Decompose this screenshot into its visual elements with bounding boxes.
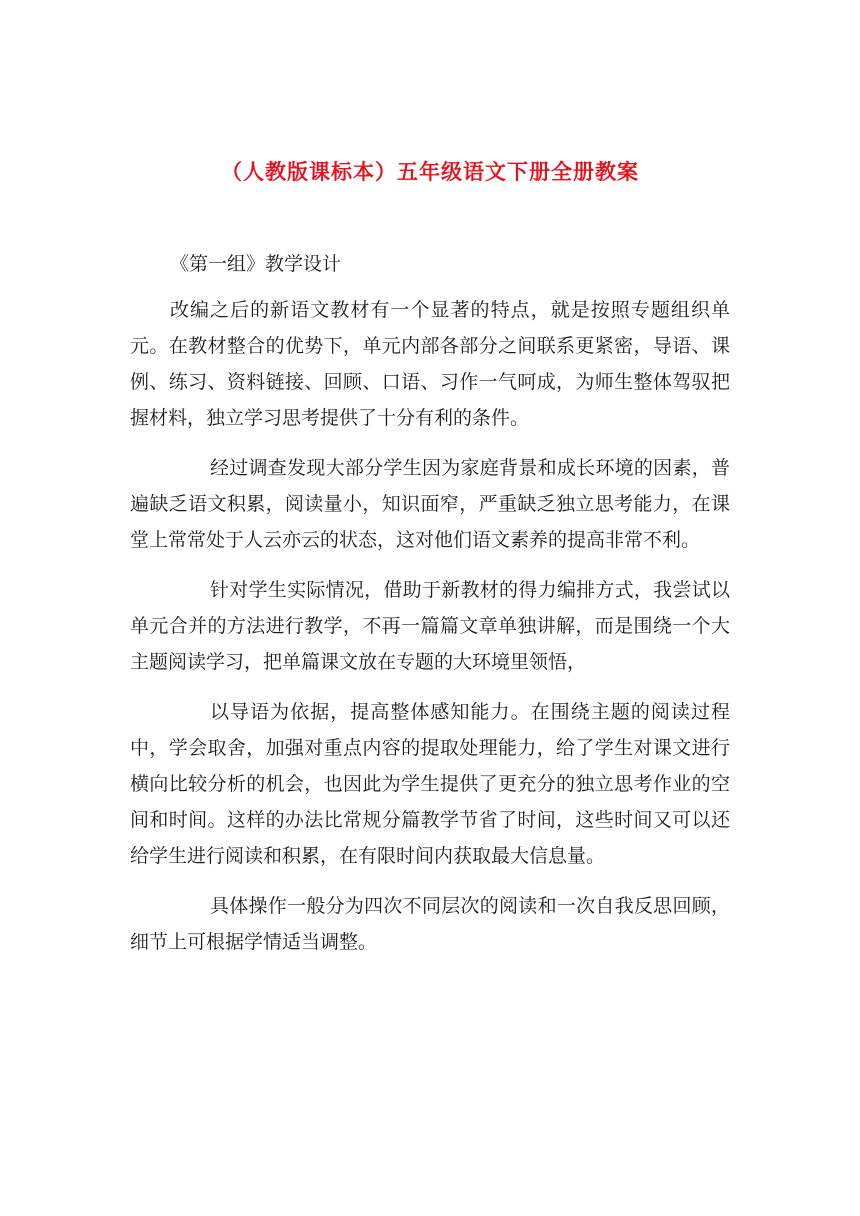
paragraph-method: 针对学生实际情况，借助于新教材的得力编排方式，我尝试以单元合并的方法进行教学，不再一篇篇文章单独讲解，而是围绕一个大主题阅读学习，把单篇课文放在专题的大环境里领悟，: [130, 579, 730, 673]
document-body: [130, 246, 730, 960]
section-heading: 《第一组》教学设计: [170, 253, 342, 275]
paragraph-survey: 经过调查发现大部分学生因为家庭背景和成长环境的因素，普遍缺乏语文积累，阅读量小，知识面窄，严重缺乏独立思考能力，在课堂上常常处于人云亦云的状态，这对他们语文素养的提高非常不利。: [130, 457, 730, 551]
paragraph-operation: 具体操作一般分为四次不同层次的阅读和一次自我反思回顾，细节上可根据学情适当调整。: [130, 895, 730, 953]
document-title: （人教版课标本）五年级语文下册全册教案: [221, 159, 639, 184]
paragraph-guide: 以导语为依据，提高整体感知能力。在围绕主题的阅读过程中，学会取舍，加强对重点内容的提取处理能力，给了学生对课文进行横向比较分析的机会，也因此为学生提供了更充分的独立思考作业的空间和时间。这样的办法比常规分篇教学节省了时间，这些时间又可以还给学生进行阅读和积累，在有限时间内获取最大信息量。: [130, 701, 730, 867]
paragraph-intro: 改编之后的新语文教材有一个显著的特点，就是按照专题组织单元。在教材整合的优势下，单元内部各部分之间联系更紧密，导语、课例、练习、资料链接、回顾、口语、习作一气呵成，为师生整体驾驭把握材料，独立学习思考提供了十分有利的条件。: [130, 299, 730, 429]
